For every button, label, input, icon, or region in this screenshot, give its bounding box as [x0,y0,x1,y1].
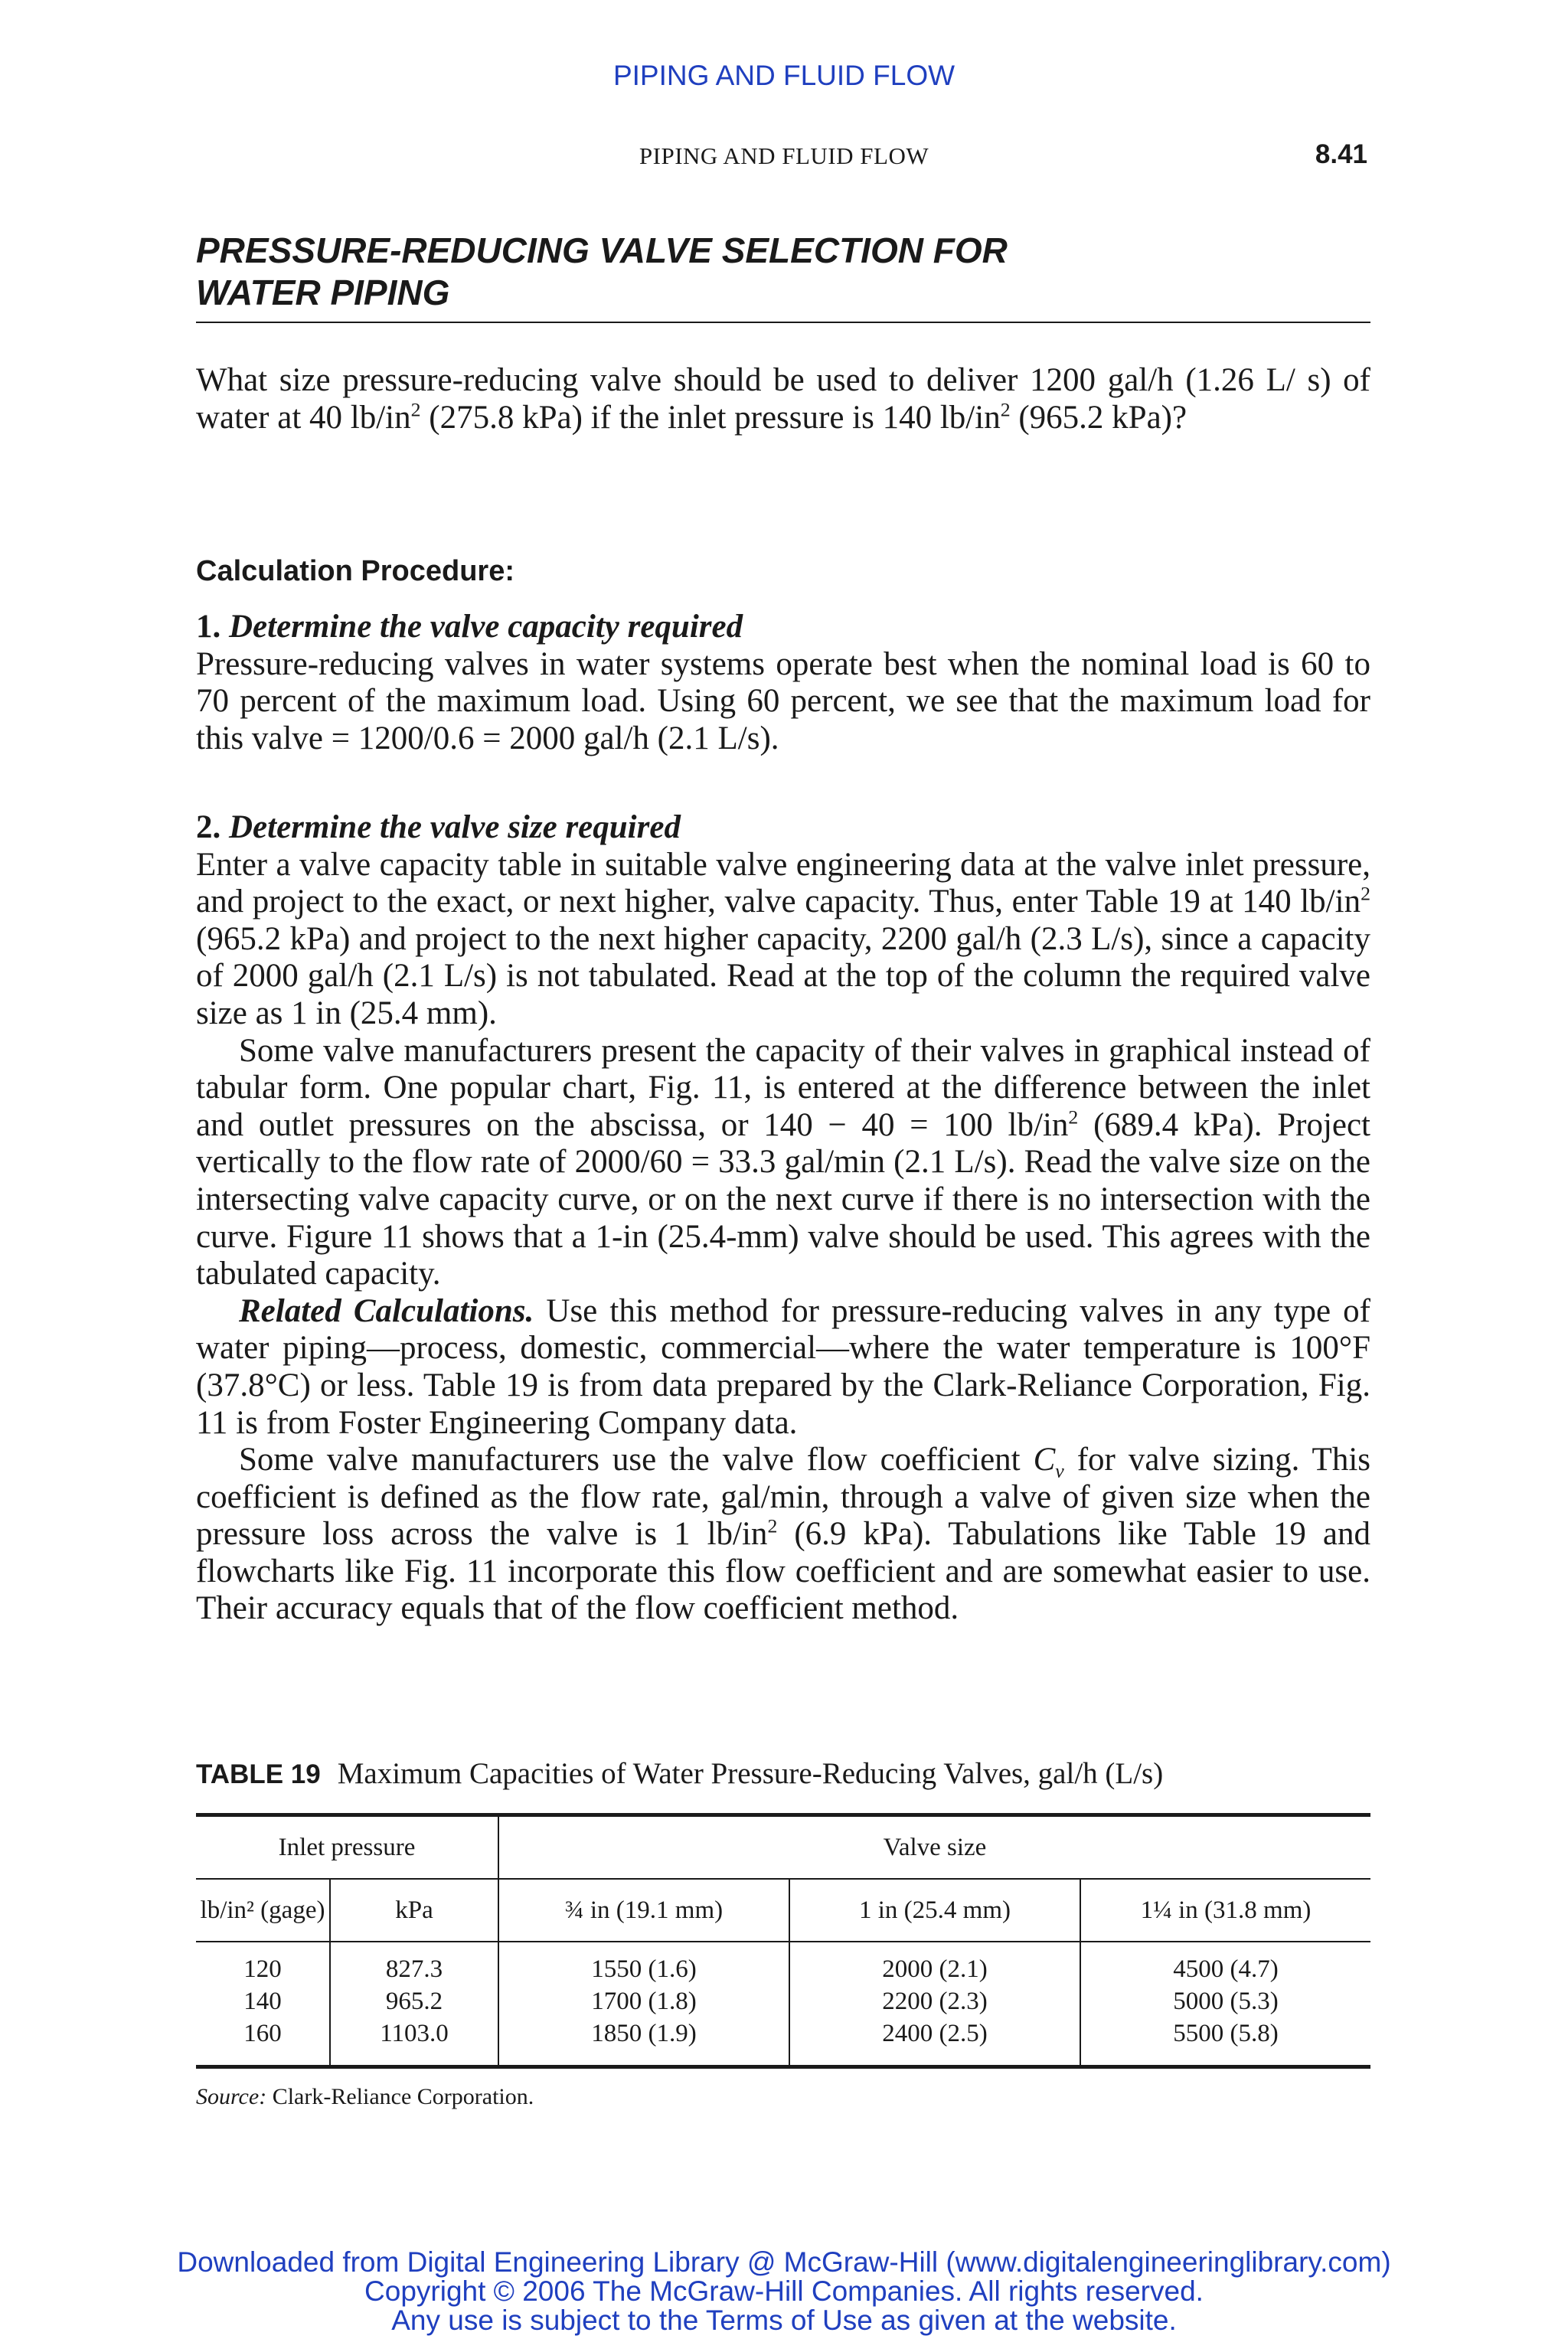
chapter-link[interactable]: PIPING AND FLUID FLOW [612,60,956,91]
table-caption [196,1756,1163,1791]
source-text: Clark-Reliance Corporation. [272,2084,534,2109]
problem-statement [196,362,1370,436]
header-kpa: kPa [330,1879,498,1942]
footer-download-link[interactable]: Downloaded from Digital Engineering Library @ McGraw-Hill (www.digitalengineeringlibrary.com) [177,2246,1391,2278]
section-title-line-1: PRESSURE-REDUCING VALVE SELECTION FOR [196,230,1008,270]
step-1-heading: 1. Determine the valve capacity required [196,609,743,645]
problem-text: What size pressure-reducing valve should be used to deliver 1200 gal/h (1.26 L/ s) of water at 40 $lb/in^2$ (275.8 kPa) if the inlet pressure is 140 $lb/in^2$ (965.2 kPa)? [196,362,1370,436]
section-title [196,230,1370,323]
step-2 [196,809,1370,1628]
header-one-inch: 1 in (25.4 mm) [789,1879,1080,1942]
step-2-paragraph-1: Enter a valve capacity table in suitable valve engineering data at the valve inlet pressure, and project to the exact, or next higher, valve capacity. Thus, enter Table 19 at 140 $lb/in^2$ (965.2 kPa) and project to the next higher capacity, 2200 gal/h (2.3 L/s), since a capacity of 2000 gal/h (2.1 L/s) is not tabulated. Read at the top of the column the required valve size as 1 in (25.4 mm). [196,846,1370,1031]
source-label: Source: [196,2084,267,2109]
table-source-note [196,2084,534,2110]
flow-coefficient-paragraph: Some valve manufacturers use the valve flow coefficient $C_v$ for valve sizing. This coefficient is defined as the flow rate, gal/min, through a valve of given size when the pressure loss across the valve is 1 $lb/in^2$ (6.9 kPa). Tabulations like Table 19 and flowcharts like Fig. 11 incorporate this flow coefficient and are somewhat easier to use. Their accuracy equals that of the flow coefficient method. [196,1442,1371,1627]
step-1-text: Pressure-reducing valves in water systems operate best when the nominal load is 60 to 70 percent of the maximum load. Using 60 percent, we see that the maximum load for this valve = 1200/0.6 = 2000 gal/h (2.1 L/s). [196,645,1370,756]
capacity-one-inch-cells: 2000 (2.1) 2200 (2.3) 2400 (2.5) [789,1942,1080,2067]
table-row [196,1942,1370,2067]
table-title: Maximum Capacities of Water Pressure-Reducing Valves, gal/h (L/s) [337,1757,1164,1790]
running-head: PIPING AND FLUID FLOW [639,142,929,169]
pressure-kpa-cells: 827.3 965.2 1103.0 [330,1942,498,2067]
section-title-line-2: WATER PIPING [196,273,450,312]
related-calculations-label: Related Calculations. [239,1292,534,1329]
header-valve-size: Valve size [498,1815,1370,1880]
related-calculations-paragraph: Related Calculations. Use this method for pressure-reducing valves in any type of water piping—process, domestic, commercial—where the water temperature is 100°F (37.8°C) or less. Table 19 is from data prepared by the Clark-Reliance Corporation, Fig. 11 is from Foster Engineering Company data. [196,1292,1370,1441]
step-2-heading: 2. Determine the valve size required [196,809,681,845]
step-2-paragraph-2: Some valve manufacturers present the capacity of their valves in graphical instead of tabular form. One popular chart, Fig. 11, is entered at the difference between the inlet and outlet pressures on the abscissa, or 140 − 40 = 100 $lb/in^2$ (689.4 kPa). Project vertically to the flow rate of 2000/60 = 33.3 gal/min (2.1 L/s). Read the valve size on the intersecting valve capacity curve, or on the next curve if there is no intersection with the curve. Figure 11 shows that a 1-in (25.4-mm) valve should be used. This agrees with the tabulated capacity. [196,1032,1371,1292]
procedure-heading: Calculation Procedure: [196,555,514,587]
header-inlet-pressure: Inlet pressure [196,1815,498,1880]
footer-notice [0,2248,1568,2335]
pressure-lb-cells: 120 140 160 [196,1942,330,2067]
header-lb-in2: lb/in² (gage) [196,1879,330,1942]
step-1 [196,609,1370,757]
capacity-three-quarter-inch-cells: 1550 (1.6) 1700 (1.8) 1850 (1.9) [498,1942,789,2067]
footer-copyright[interactable]: Copyright © 2006 The McGraw-Hill Companies. All rights reserved. [364,2275,1204,2307]
header-one-quarter-inch: 1¼ in (31.8 mm) [1080,1879,1370,1942]
table-label: TABLE 19 [196,1759,321,1789]
valve-capacity-table [196,1813,1370,2069]
page-number: 8.41 [1315,139,1367,169]
footer-terms[interactable]: Any use is subject to the Terms of Use as given at the website. [391,2305,1177,2336]
capacity-one-quarter-inch-cells: 4500 (4.7) 5000 (5.3) 5500 (5.8) [1173,1955,1279,2047]
header-three-quarter-inch: ¾ in (19.1 mm) [498,1879,789,1942]
